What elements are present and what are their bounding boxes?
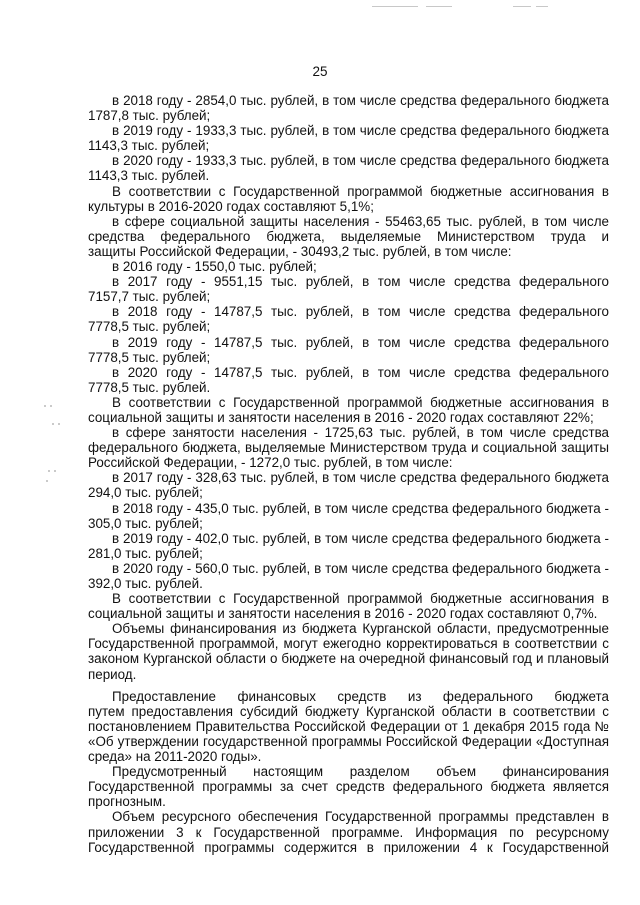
text-line: в 2018 году - 2854,0 тыс. рублей, в том числе средства федерального бюджета [112, 93, 609, 108]
text-line: в 2017 году - 9551,15 тыс. рублей, в том числе средства федерального [112, 274, 609, 290]
scan-artifact [426, 6, 452, 7]
text-line: «Об утверждении государственной программы Российской Федерации «Доступная [88, 733, 609, 749]
text-line: в 2019 году - 1933,3 тыс. рублей, в том числе средства федерального бюджета [112, 123, 609, 139]
text-line: Государственной программой, могут ежегодно корректироваться в соответствии с [88, 636, 609, 652]
text-line: 392,0 тыс. рублей. [88, 576, 203, 591]
margin-speck [52, 423, 54, 425]
paragraph-gap [88, 682, 609, 689]
text-line: федерального бюджета, выделяемые Министерством труда и социальной защиты [88, 440, 609, 456]
text-line: Государственной программы за счет средств федерального бюджета является [88, 779, 609, 795]
text-line: культуры в 2016-2020 годах составляют 5,1%; [88, 198, 374, 214]
scan-artifact [536, 6, 548, 7]
text-line: В соответствии с Государственной программой бюджетные ассигнования в [112, 591, 609, 607]
text-line: защиты Российской Федерации, - 30493,2 тыс. рублей, в том числе: [88, 243, 512, 259]
text-line: прогнозным. [88, 794, 166, 810]
text-line: 294,0 тыс. рублей; [88, 485, 203, 501]
text-line: в 2019 году - 402,0 тыс. рублей, в том числе средства федерального бюджета - [112, 530, 609, 546]
text-line: в 2020 году - 1933,3 тыс. рублей, в том числе средства федерального бюджета [112, 153, 609, 169]
text-line: в 2018 году - 14787,5 тыс. рублей, в том числе средства федерального [112, 304, 609, 320]
text-line: в 2020 году - 14787,5 тыс. рублей, в том числе средства федерального [112, 364, 609, 380]
text-line: в 2020 году - 560,0 тыс. рублей, в том числе средства федерального бюджета - [112, 560, 609, 576]
text-line: период. [88, 666, 137, 682]
text-line: 7778,5 тыс. рублей; [88, 349, 211, 365]
text-line: путем предоставления субсидий бюджету Курганской области в соответствии с [88, 703, 609, 719]
text-line: 7778,5 тыс. рублей. [88, 379, 211, 395]
scan-artifact [372, 6, 418, 7]
margin-speck [58, 423, 60, 425]
text-line: 1143,3 тыс. рублей. [88, 168, 210, 184]
text-line: среда» на 2011-2020 годы». [88, 749, 262, 765]
margin-speck [48, 470, 50, 472]
scan-artifact [513, 6, 531, 7]
text-line: социальной защиты и занятости населения в 2016 - 2020 годах составляют 22%; [88, 409, 594, 425]
margin-speck [54, 470, 56, 472]
text-line: в сфере занятости населения - 1725,63 тыс. рублей, в том числе средства [112, 425, 609, 441]
text-line: в 2018 году - 435,0 тыс. рублей, в том числе средства федерального бюджета - [112, 500, 609, 516]
text-line: в 2019 году - 14787,5 тыс. рублей, в том числе средства федерального [112, 334, 609, 350]
text-line: Объем ресурсного обеспечения Государственной программы представлен в [112, 809, 609, 825]
text-line: Предоставление финансовых средств из федерального бюджета [112, 688, 609, 704]
text-line: Объемы финансирования из бюджета Курганской области, предусмотренные [112, 621, 609, 637]
text-line: законом Курганской области о бюджете на очередной финансовый год и плановый [88, 651, 609, 667]
text-line: Российской Федерации, - 1272,0 тыс. рублей, в том числе: [88, 455, 453, 471]
margin-speck [44, 405, 46, 407]
text-line: Государственной программы содержится в приложении 4 к Государственной [88, 839, 609, 855]
text-line: социальной защиты и занятости населения в 2016 - 2020 годах составляют 0,7%. [88, 606, 598, 622]
text-line: в сфере социальной защиты населения - 55463,65 тыс. рублей, в том числе [112, 213, 609, 229]
text-line: 7157,7 тыс. рублей; [88, 289, 211, 305]
text-line: 1143,3 тыс. рублей; [88, 138, 210, 154]
margin-speck [46, 480, 48, 482]
text-line: в 2016 году - 1550,0 тыс. рублей; [112, 259, 317, 275]
text-line: В соответствии с Государственной программой бюджетные ассигнования в [112, 183, 609, 199]
text-line: 7778,5 тыс. рублей; [88, 319, 211, 335]
text-line: 1787,8 тыс. рублей; [88, 108, 211, 124]
text-line: 281,0 тыс. рублей; [88, 545, 203, 561]
text-line: приложении 3 к Государственной программе. Информация по ресурсному [88, 824, 609, 840]
text-line: Предусмотренный настоящим разделом объем финансирования [112, 764, 609, 780]
document-text [88, 93, 609, 855]
text-line: В соответствии с Государственной программой бюджетные ассигнования в [112, 394, 609, 410]
text-line: средства федерального бюджета, выделяемые Министерством труда и [88, 228, 609, 244]
page-number: 25 [312, 64, 328, 79]
text-line: 305,0 тыс. рублей; [88, 515, 203, 531]
text-line: постановлением Правительства Российской Федерации от 1 декабря 2015 года № [88, 718, 609, 734]
text-line: в 2017 году - 328,63 тыс. рублей, в том числе средства федерального бюджета [112, 470, 609, 486]
margin-speck [50, 405, 52, 407]
